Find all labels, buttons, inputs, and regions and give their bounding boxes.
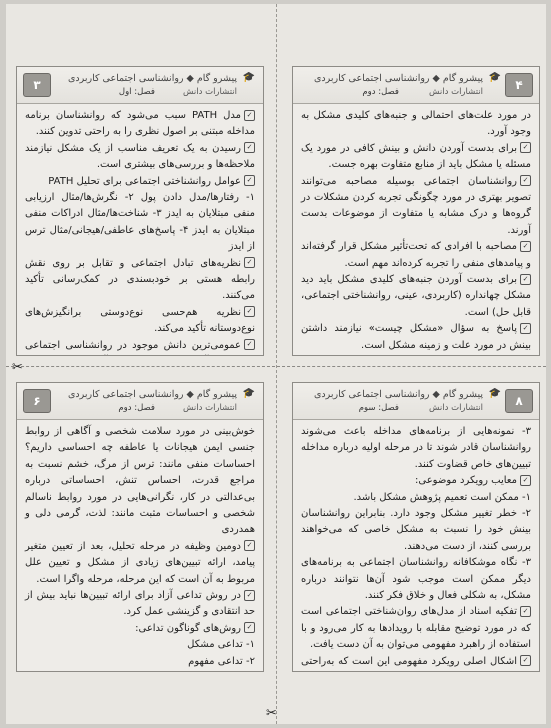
- card-text: عوامل روانشناختی اجتماعی برای تحلیل PATH: [48, 175, 241, 187]
- card-text: ۲- تداعی مفهوم: [188, 655, 255, 667]
- horizontal-cut-line: [6, 366, 546, 367]
- check-icon: ✓: [244, 339, 255, 350]
- graduation-cap-icon: 🎓: [488, 388, 501, 399]
- card-header: [293, 67, 539, 104]
- card-text: ۱- ممکن است تعمیم پژوهش مشکل باشد.: [353, 491, 531, 503]
- publisher-label: انتشارات دانش: [183, 87, 237, 97]
- card-text: ۱- رفتارها/مدل دادن پول ۲- نگرش‌ها/مثال ارزیابی منفی مبتلایان به ایدز ۳- شناخت‌ها/مثال ادراکات منفی مبتلایان به ایدز ۴- پاسخ‌های عاطفی/هیجانی/مثال ترس از ایدز: [25, 192, 255, 253]
- card-number-badge: ۴: [505, 73, 533, 97]
- card-text: ۳- نگاه موشکافانه روانشناسان اجتماعی به برنامه‌های دیگر ممکن است موجب شود آن‌ها نتوانند درباره مشکل، به شکلی فعال و خلاق فکر کنند.: [301, 557, 531, 602]
- card-number-badge: ۳: [23, 73, 51, 97]
- chapter-label: فصل: اول: [118, 87, 155, 97]
- brand-title: پیشرو گام ◆ روانشناسی اجتماعی کاربردی: [313, 73, 483, 84]
- check-icon: ✓: [520, 655, 531, 666]
- publisher-label: انتشارات دانش: [429, 403, 483, 413]
- vertical-cut-line: [276, 4, 277, 724]
- check-icon: ✓: [244, 110, 255, 121]
- card-text: دومین وظیفه در مرحله تحلیل، بعد از تعیین متغیر پیامد، ارائه تبیین‌های زیادی از مشکل و تعیین علل مربوط به آن است که این مرحله، مرحله واگرا است.: [25, 540, 255, 585]
- card-header: [293, 383, 539, 420]
- card-text: ۳- نمونه‌هایی از برنامه‌های مداخله باعث می‌شوند روانشناسان قادر شوند تا در مرحله اولیه درباره مداخله تبیین‌های خاص قضاوت کنند.: [301, 426, 531, 470]
- scissors-icon: ✂: [266, 706, 277, 721]
- brand-title: پیشرو گام ◆ روانشناسی اجتماعی کاربردی: [67, 73, 237, 84]
- brand-title: پیشرو گام ◆ روانشناسی اجتماعی کاربردی: [67, 389, 237, 400]
- graduation-cap-icon: 🎓: [242, 388, 255, 399]
- scissors-icon: ✂: [12, 360, 23, 375]
- check-icon: ✓: [244, 142, 255, 153]
- card-body: [17, 104, 263, 356]
- publisher-label: انتشارات دانش: [183, 403, 237, 413]
- check-icon: ✓: [520, 606, 531, 617]
- card-header: [17, 67, 263, 104]
- card-text: مدل PATH سبب می‌شود که روانشناسان برنامه مداخله مبتنی بر اصول نظری را به راحتی تدوین کنند.: [25, 110, 255, 138]
- card-text: برای بدست آوردن جنبه‌های کلیدی مشکل باید دید مشکل چهانداره (کاربردی، عینی، روانشناختی اجتماعی، قابل حل) است.: [301, 274, 531, 318]
- brand-title: پیشرو گام ◆ روانشناسی اجتماعی کاربردی: [313, 389, 483, 400]
- check-icon: ✓: [244, 540, 255, 551]
- card-text: نظریه‌های تبادل اجتماعی و تقابل بر روی نقش رابطه هستی بر خودبسندی در کمک‌رسانی تأکید می‌کنند.: [25, 257, 255, 302]
- card-number-badge: ۸: [505, 389, 533, 413]
- card-text: در روش تداعی آزاد برای ارائه تبیین‌ها نباید بیش از حد انتقادی و گزینشی عمل کرد.: [25, 590, 255, 618]
- check-icon: ✓: [520, 323, 531, 334]
- check-icon: ✓: [520, 475, 531, 486]
- card-text: اشکال اصلی رویکرد مفهومی این است که به‌راحتی: [301, 655, 517, 667]
- card-text: نظریه هم‌حسی نوع‌دوستی برانگیزش‌های نوع‌دوستانه تأکید می‌کند.: [25, 306, 255, 335]
- card-number-badge: ۶: [23, 389, 51, 413]
- publisher-label: انتشارات دانش: [429, 87, 483, 97]
- flashcard-sheet: [6, 4, 546, 724]
- card-text: پاسخ به سؤال «مشکل چیست» نیازمند داشتن بینش در مورد علت و زمینه مشکل است.: [301, 323, 531, 351]
- card-body: [293, 420, 539, 672]
- card-text: تفکیه اسناد از مدل‌های روان‌شناختی اجتماعی است که در مورد توضیح مقابله با رویدادها به کار می‌رود و با استفاده از راهبرد مفهومی می‌توان به آن دست یافت.: [301, 606, 531, 651]
- chapter-label: فصل: سوم: [358, 403, 399, 413]
- card-text: ۲- خطر تغییر مشکل وجود دارد. بنابراین روانشناسان بینش خود را نسبت به مشکل خاصی که می‌خواهند بررسی کنند، از دست می‌دهند.: [301, 508, 531, 552]
- chapter-label: فصل: دوم: [118, 403, 155, 413]
- check-icon: ✓: [520, 175, 531, 186]
- check-icon: ✓: [520, 142, 531, 153]
- card-text: خوش‌بینی در مورد سلامت شخصی و آگاهی از روابط جنسی ایمن هیجانات یا عاطفه چه احساسی داریم؟ احساسات منفی مانند: ترس از مرگ، خشم نسبت به مراجع قدرت، احساس تنش، احساساتی درباره بی‌عدالتی در کار، نگرانی‌هایی در مورد روابط ناسالم شخصی و احساسات مثبت مانند: لذت، گرمی دلی و همدردی: [25, 426, 255, 536]
- graduation-cap-icon: 🎓: [488, 72, 501, 83]
- card-body: [293, 104, 539, 356]
- check-icon: ✓: [244, 622, 255, 633]
- card-text: برای بدست آوردن دانش و بینش کافی در مورد یک مسئله یا مشکل باید از منابع متفاوت بهره جست.: [301, 142, 531, 171]
- card-text: مصاحبه با افرادی که تحت‌تأثیر مشکل قرار گرفته‌اند و پیامدهای منفی را تجربه کرده‌اند مهم است.: [301, 241, 531, 269]
- card-text: روش‌های گوناگون تداعی:: [135, 622, 241, 634]
- check-icon: ✓: [520, 241, 531, 252]
- card-text: رسیدن به یک تعریف مناسب از یک مشکل نیازمند ملاحظه‌ها و بررسی‌های بیشتری است.: [25, 142, 255, 171]
- graduation-cap-icon: 🎓: [242, 72, 255, 83]
- card-text: عمومی‌ترین دانش موجود در روانشناسی اجتماعی: [25, 339, 241, 351]
- check-icon: ✓: [520, 274, 531, 285]
- flashcard-8: [292, 382, 540, 672]
- card-header: [17, 383, 263, 420]
- flashcard-3: [16, 66, 264, 356]
- chapter-label: فصل: دوم: [362, 87, 399, 97]
- card-text: [25, 670, 255, 672]
- flashcard-4: [292, 66, 540, 356]
- flashcard-6: [16, 382, 264, 672]
- check-icon: ✓: [244, 590, 255, 601]
- card-text: ۱- تداعی مشکل: [187, 639, 255, 651]
- check-icon: ✓: [244, 175, 255, 186]
- card-text: معایب رویکرد موضوعی:: [415, 475, 517, 487]
- card-text: روانشناسان اجتماعی بوسیله مصاحبه می‌توانند تصویر بهتری در مورد چگونگی تجربه کردن مشکلات در گروه‌ها و درک مشابه یا متفاوت از موضوعات بدست آورند.: [301, 175, 531, 236]
- check-icon: ✓: [244, 306, 255, 317]
- check-icon: ✓: [244, 257, 255, 268]
- card-body: [17, 420, 263, 672]
- card-text: در مورد علت‌های احتمالی و جنبه‌های کلیدی مشکل به وجود آورد.: [301, 110, 531, 138]
